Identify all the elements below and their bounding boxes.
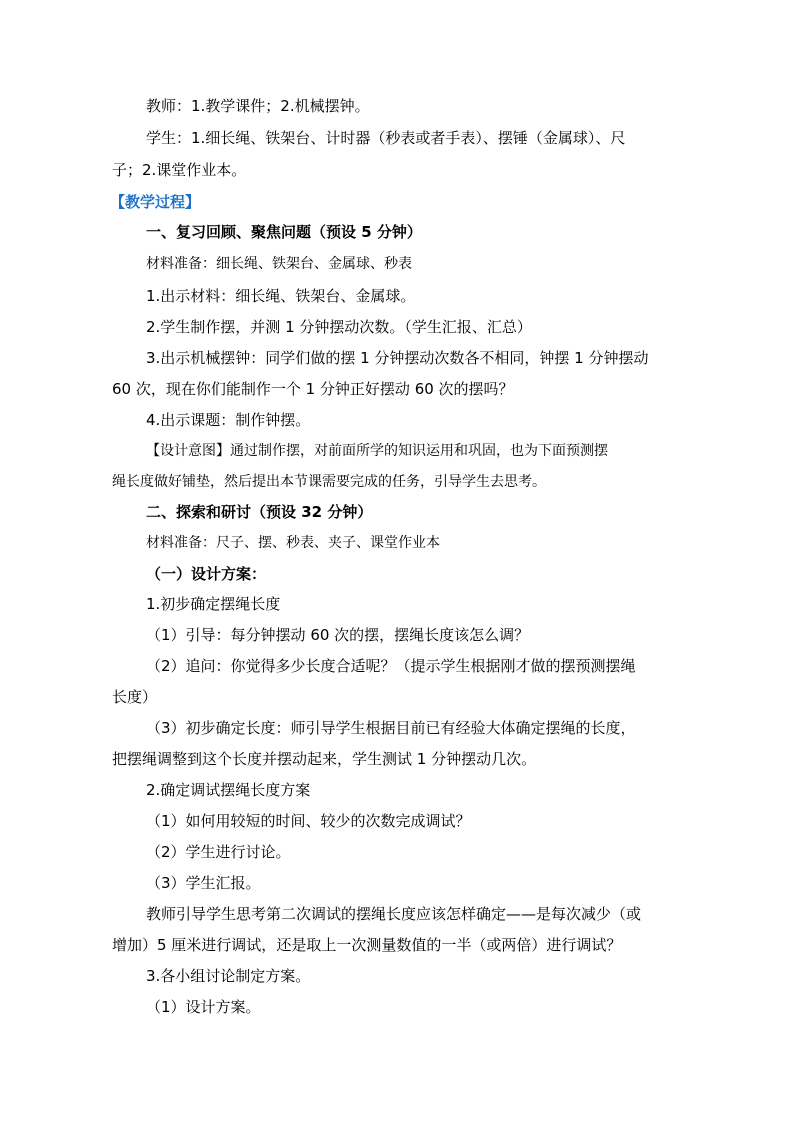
part1-step3-cont: 60 次，现在你们能制作一个 1 分钟正好摆动 60 次的摆吗？ — [112, 380, 514, 398]
design-intent: 【设计意图】通过制作摆，对前面所学的知识运用和巩固，也为下面预测摆 — [146, 443, 608, 459]
sub1-item2-q2: （2）学生进行讨论。 — [146, 843, 291, 861]
part1-step1: 1.出示材料：细长绳、铁架台、金属球。 — [146, 287, 416, 305]
sub1-item1-q1: （1）引导：每分钟摆动 60 次的摆，摆绳长度该怎么调？ — [146, 626, 530, 644]
student-prep-text-cont: 子；2.课堂作业本。 — [112, 161, 247, 179]
sub1-title: （一）设计方案： — [146, 565, 267, 583]
sub1-item1-q2: （2）追问：你觉得多少长度合适呢？（提示学生根据刚才做的摆预测摆绳 — [146, 657, 636, 675]
teacher-prep-text: 教师：1.教学课件；2.机械摆钟。 — [146, 97, 370, 115]
sub1-item2-q1: （1）如何用较短的时间、较少的次数完成调试？ — [146, 812, 471, 830]
sub1-item1: 1.初步确定摆绳长度 — [146, 595, 281, 613]
sub1-item2-q3: （3）学生汇报。 — [146, 874, 261, 892]
teacher-guide-cont: 增加）5 厘米进行调试，还是取上一次测量数值的一半（或两倍）进行调试？ — [112, 936, 622, 954]
sub1-item1-q3: （3）初步确定长度：师引导学生根据目前已有经验大体确定摆绳的长度， — [146, 719, 636, 737]
sub1-item1-q3-cont: 把摆绳调整到这个长度并摆动起来，学生测试 1 分钟摆动几次。 — [112, 750, 537, 768]
part1-step3: 3.出示机械摆钟：同学们做的摆 1 分钟摆动次数各不相同，钟摆 1 分钟摆动 — [146, 349, 649, 367]
part1-materials: 材料准备：细长绳、铁架台、金属球、秒表 — [146, 256, 412, 272]
part2-title: 二、探索和研讨（预设 32 分钟） — [146, 503, 373, 521]
part2-materials: 材料准备：尺子、摆、秒表、夹子、课堂作业本 — [146, 535, 440, 551]
student-prep-text: 学生：1.细长绳、铁架台、计时器（秒表或者手表）、摆锤（金属球）、尺 — [146, 129, 626, 147]
teacher-guide: 教师引导学生思考第二次调试的摆绳长度应该怎样确定——是每次减少（或 — [146, 905, 642, 923]
sub1-item2: 2.确定调试摆绳长度方案 — [146, 781, 311, 799]
section-heading-teaching-process: 【教学过程】 — [110, 193, 201, 211]
sub1-item3-q1: （1）设计方案。 — [146, 998, 261, 1016]
design-intent-cont: 绳长度做好铺垫，然后提出本节课需要完成的任务，引导学生去思考。 — [112, 474, 546, 490]
part1-step2: 2.学生制作摆，并测 1 分钟摆动次数。（学生汇报、汇总） — [146, 318, 532, 336]
sub1-item1-q2-cont: 长度） — [112, 688, 158, 706]
part1-step4: 4.出示课题：制作钟摆。 — [146, 411, 311, 429]
part1-title: 一、复习回顾、聚焦问题（预设 5 分钟） — [146, 223, 422, 241]
sub1-item3: 3.各小组讨论制定方案。 — [146, 967, 311, 985]
